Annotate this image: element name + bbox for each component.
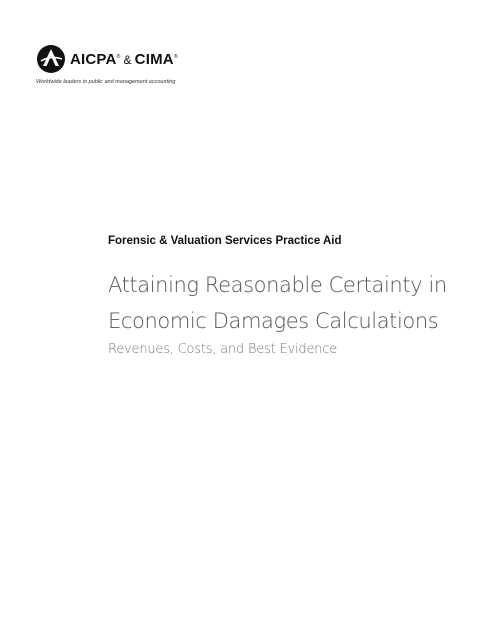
page-subtitle: Revenues, Costs, and Best Evidence xyxy=(108,342,338,357)
page-title xyxy=(108,267,488,339)
aicpa-cima-globe-icon xyxy=(36,44,66,74)
page-title-line-1: Attaining Reasonable Certainty in xyxy=(108,273,447,297)
logo-wordmark-amp: & xyxy=(123,52,132,67)
registered-mark: ® xyxy=(116,53,121,60)
logo-row xyxy=(36,42,236,76)
logo-wordmark xyxy=(70,51,178,68)
page-title-line-2: Economic Damages Calculations xyxy=(108,309,439,333)
logo xyxy=(36,42,236,85)
registered-mark: ® xyxy=(173,53,178,60)
logo-wordmark-cima: CIMA xyxy=(134,50,174,68)
logo-wordmark-aicpa: AICPA xyxy=(70,50,117,68)
cover-title-block xyxy=(108,233,488,359)
logo-tagline: Worldwide leaders in public and management accounting xyxy=(36,79,176,85)
series-label: Forensic & Valuation Services Practice Aid xyxy=(108,235,342,247)
